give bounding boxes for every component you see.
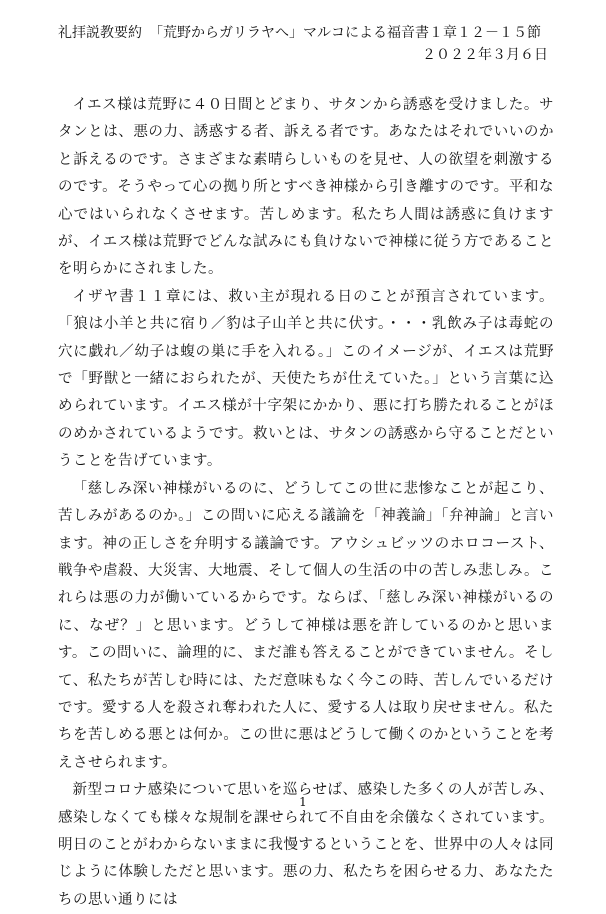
paragraph-2: イザヤ書１１章には、救い主が現れる日のことが預言されています。「狼は小羊と共に宿り／豹は子山羊と共に伏す。・・・乳飲み子は毒蛇の穴に戯れ／幼子は蝮の巣に手を入れる。」このイメージが、イエスは荒野で「野獣と一緒におられたが、天使たちが仕えていた。」という言葉に込められています。イエス様が十字架にかかり、悪に打ち勝たれることがほのめかされているようです。救いとは、サタンの誘惑から守ることだということを告げています。	[58, 288, 554, 470]
paragraph-3: 「慈しみ深い神様がいるのに、どうしてこの世に悲惨なことが起こり、苦しみがあるのか。」この問いに応える議論を「神義論」「弁神論」と言います。神の正しさを弁明する議論です。アウシュビッツのホロコースト、戦争や虐殺、大災害、大地震、そして個人の生活の中の苦しみ悲しみ。これらは悪の力が働いているからです。ならば、「慈しみ深い神様がいるのに、なぜ？」と思います。どうして神様は悪を許しているのかと思います。この問いに、論理的に、まだ誰も答えることができていません。そして、私たちが苦しむ時には、ただ意味もなく今この時、苦しんでいるだけです。愛する人を殺され奪われた人に、愛する人は取り戻せません。私たちを苦しめる悪とは何か。この世に悪はどうして働くのかということを考えさせられます。	[58, 480, 554, 771]
sermon-date: ２０２２年３月６日	[422, 47, 548, 63]
page-number: 1	[299, 795, 307, 809]
sermon-body	[58, 92, 554, 914]
paragraph-1: イエス様は荒野に４０日間とどまり、サタンから誘惑を受けました。サタンとは、悪の力、誘惑する者、訴える者です。あなたはそれでいいのかと訴えるのです。さまざまな素晴らしいものを見せ、人の欲望を刺激するのです。そうやって心の拠り所とすべき神様から引き離すのです。平和な心ではいられなくさせます。苦しめます。私たち人間は誘惑に負けますが、イエス様は荒野でどんな試みにも負けないで神様に従う方であることを明らかにされました。	[58, 97, 554, 278]
sermon-title: 礼拝説教要約 「荒野からガリラヤへ」マルコによる福音書１章１２－１５節	[58, 25, 541, 41]
paragraph-4: 新型コロナ感染について思いを巡らせば、感染した多くの人が苦しみ、感染しなくても様々な規制を課せられて不自由を余儀なくされています。明日のことがわからないままに我慢するということを、世界中の人々は同じように体験しただと思います。悪の力、私たちを困らせる力、あなたたちの思い通りには	[58, 782, 554, 908]
